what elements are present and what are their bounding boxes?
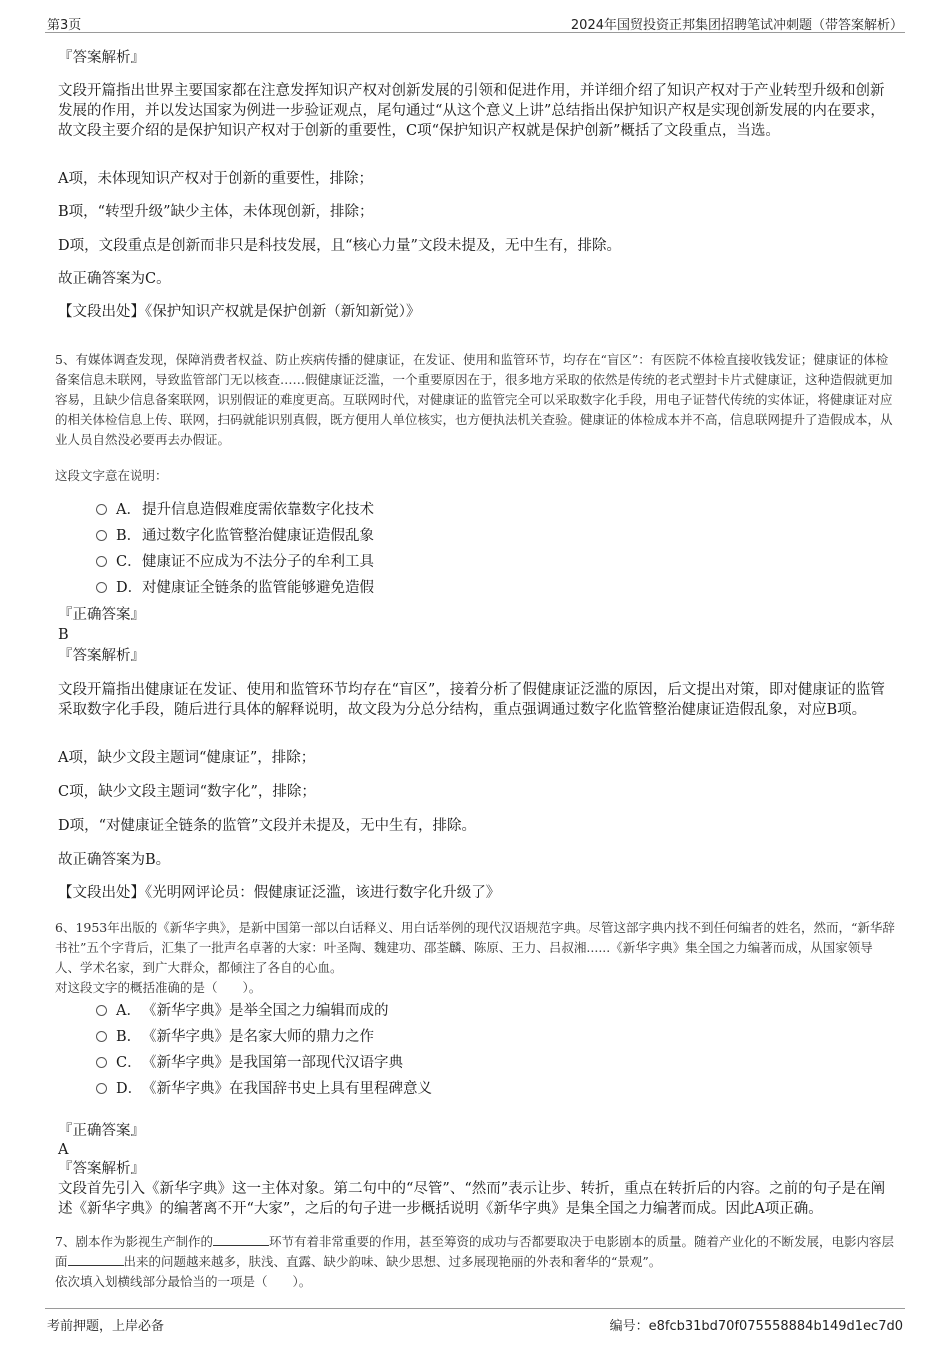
page-header xyxy=(45,10,905,33)
radio-button[interactable] xyxy=(96,582,107,593)
q6-answer-label: 『正确答案』 xyxy=(58,1123,145,1139)
q5-analysis: 文段开篇指出健康证在发证、使用和监管环节均存在“盲区”，接着分析了假健康证泛滥的原因，后文提出对策，即对健康证的监管采取数字化手段，随后进行具体的解释说明，故文段为分总分结构，重点强调通过数字化监管整治健康证造假乱象，对应B项。 xyxy=(58,682,885,718)
page-number: 第3页 xyxy=(47,18,82,33)
radio-button[interactable] xyxy=(96,1005,107,1016)
document-id: 编号：e8fcb31bd70f075558884b149d1ec7d0 xyxy=(609,1319,903,1334)
q4-note-a: A项，未体现知识产权对于创新的重要性，排除； xyxy=(58,171,373,187)
q5-option-a[interactable]: A．提升信息造假难度需依靠数字化技术 xyxy=(96,500,374,520)
radio-button[interactable] xyxy=(96,504,107,515)
q5-source: 【文段出处】《光明网评论员：假健康证泛滥，该进行数字化升级了》 xyxy=(58,885,501,901)
radio-button[interactable] xyxy=(96,1083,107,1094)
q5-stem: 5、有媒体调查发现，保障消费者权益、防止疾病传播的健康证，在发证、使用和监管环节，均存在“盲区”：有医院不体检直接收钱发证；健康证的体检备案信息未联网，导致监管部门无以核查……假健康证泛滥，一个重要原因在于，很多地方采取的依然是传统的老式塑封卡片式健康证，这种造假就更加容易，且缺少信息备案联网，识别假证的难度更高。互联网时代，对健康证的监管完全可以采取数字化手段，用电子证替代传统的实体证，将健康证对应的相关体检信息上传、联网，扫码就能识别真假，既方便用人单位核实，也方便执法机关查验。健康证的体检成本并不高，信息联网提升了造假成本，从业人员自然没必要再去办假证。 xyxy=(55,352,893,447)
q7-stem: 7、剧本作为影视生产制作的 环节有着非常重要的作用，甚至筹资的成功与否都要取决于电影剧本的质量。随着产业化的不断发展，电影内容层面 出来的问题越来越多，肤浅、直露、缺少韵味、缺少思想、过多展现艳丽的外表和奢华的“景观”。 xyxy=(55,1234,894,1269)
q5-question: 这段文字意在说明： xyxy=(55,468,168,483)
q4-source: 【文段出处】《保护知识产权就是保护创新（新知新觉）》 xyxy=(58,304,421,320)
q4-analysis: 文段开篇指出世界主要国家都在注意发挥知识产权对创新发展的引领和促进作用，并详细介绍了知识产权对于产业转型升级和创新发展的作用，并以发达国家为例进一步验证观点，尾句通过“从这个意义上讲”总结指出保护知识产权是实现创新发展的内在要求，故文段主要介绍的是保护知识产权对于创新的重要性，C项“保护知识产权就是保护创新”概括了文段重点，当选。 xyxy=(58,83,885,139)
radio-button[interactable] xyxy=(96,1031,107,1042)
q5-option-c[interactable]: C．健康证不应成为不法分子的牟利工具 xyxy=(96,552,374,572)
page-footer xyxy=(45,1308,905,1334)
q5-analysis-label: 『答案解析』 xyxy=(58,648,145,664)
q4-note-b: B项，“转型升级”缺少主体，未体现创新，排除； xyxy=(58,204,374,220)
q6-analysis-label: 『答案解析』 xyxy=(58,1161,145,1177)
q5-conclusion: 故正确答案为B。 xyxy=(58,852,171,868)
fill-blank-1 xyxy=(213,1233,269,1246)
q5-note-d: D项，“对健康证全链条的监管”文段并未提及，无中生有，排除。 xyxy=(58,818,476,834)
q6-answer: A xyxy=(58,1142,69,1158)
q4-note-d: D项，文段重点是创新而非只是科技发展，且“核心力量”文段未提及，无中生有，排除。 xyxy=(58,238,621,254)
radio-button[interactable] xyxy=(96,530,107,541)
q6-question: 对这段文字的概括准确的是（ ）。 xyxy=(55,980,262,995)
q5-answer-label: 『正确答案』 xyxy=(58,607,145,623)
q4-analysis-label: 『答案解析』 xyxy=(58,50,145,66)
footer-slogan: 考前押题，上岸必备 xyxy=(47,1319,165,1334)
document-title: 2024年国贸投资正邦集团招聘笔试冲刺题（带答案解析） xyxy=(570,18,903,33)
q6-option-c[interactable]: C．《新华字典》是我国第一部现代汉语字典 xyxy=(96,1053,403,1073)
q5-option-b[interactable]: B．通过数字化监管整治健康证造假乱象 xyxy=(96,526,374,546)
q6-stem: 6、1953年出版的《新华字典》，是新中国第一部以白话释义、用白话举例的现代汉语规范字典。尽管这部字典内找不到任何编者的姓名，然而，“新华辞书社”五个字背后，汇集了一批声名卓著的大家：叶圣陶、魏建功、邵荃麟、陈原、王力、吕叔湘......《新华字典》集全国之力编著而成，从国家领导人、学术名家，到广大群众，都倾注了各自的心血。 xyxy=(55,920,895,975)
q6-analysis: 文段首先引入《新华字典》这一主体对象。第二句中的“尽管”、“然而”表示让步、转折，重点在转折后的内容。之前的句子是在阐述《新华字典》的编著离不开“大家”，之后的句子进一步概括说明《新华字典》是集全国之力编著而成。因此A项正确。 xyxy=(58,1181,886,1217)
q5-option-d[interactable]: D．对健康证全链条的监管能够避免造假 xyxy=(96,578,374,598)
q5-answer: B xyxy=(58,627,69,643)
q4-conclusion: 故正确答案为C。 xyxy=(58,271,171,287)
q7-question: 依次填入划横线部分最恰当的一项是（ ）。 xyxy=(55,1274,312,1289)
q5-note-c: C项，缺少文段主题词“数字化”，排除； xyxy=(58,784,316,800)
q6-option-a[interactable]: A．《新华字典》是举全国之力编辑而成的 xyxy=(96,1001,389,1021)
radio-button[interactable] xyxy=(96,1057,107,1068)
radio-button[interactable] xyxy=(96,556,107,567)
q6-option-d[interactable]: D．《新华字典》在我国辞书史上具有里程碑意义 xyxy=(96,1079,432,1099)
q5-note-a: A项，缺少文段主题词“健康证”，排除； xyxy=(58,750,316,766)
fill-blank-2 xyxy=(68,1253,124,1266)
q6-option-b[interactable]: B．《新华字典》是名家大师的鼎力之作 xyxy=(96,1027,374,1047)
